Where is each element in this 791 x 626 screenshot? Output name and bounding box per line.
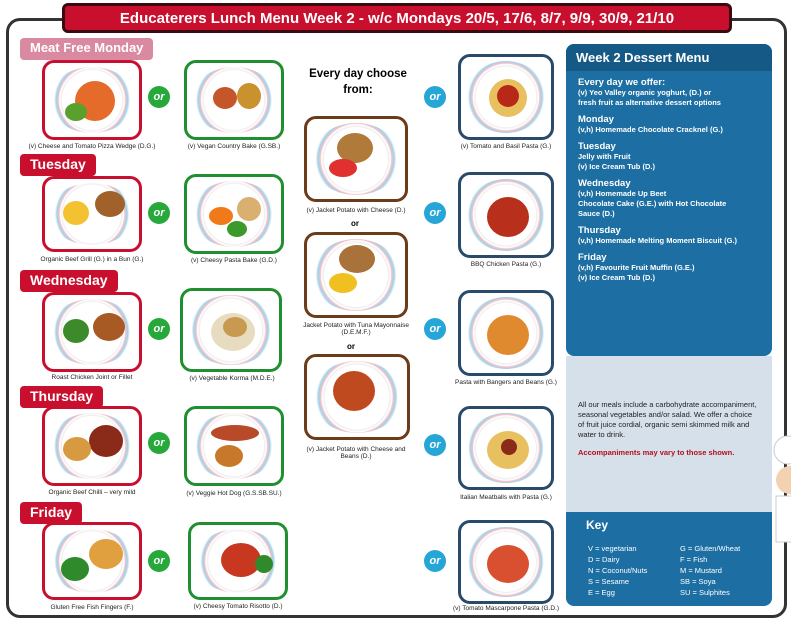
everyday-heading: Every day choose from: [309,68,407,96]
key-item: V = vegetarian [588,544,637,553]
key-title: Key [586,518,609,532]
main-dish-caption: Roast Chicken Joint or Fillet [51,374,133,381]
day-label-wednesday: Wednesday [20,270,118,292]
potato-caption: Jacket Potato with Tuna Mayonnaise (D.E.M.F.) [303,322,409,336]
or-word: or [347,342,355,351]
notes-panel [566,356,772,512]
pasta-dish-image [458,406,554,490]
dessert-section [566,141,772,172]
notes-warning: Accompaniments may vary to those shown. [578,448,735,457]
main-dish-image [42,406,142,486]
main-dish-caption: Organic Beef Grill (G.) in a Bun (G.) [40,256,144,263]
dessert-section-heading: Every day we offer: [578,77,666,88]
dessert-menu-panel [566,44,772,356]
pasta-dish-caption: (v) Tomato Mascarpone Pasta (G.D.) [452,605,560,612]
dessert-section [566,225,772,246]
day-label-thursday: Thursday [20,386,103,408]
alt-dish-caption: (v) Cheesy Tomato Risotto (D.) [193,603,283,610]
dessert-section [566,114,772,135]
day-label-monday: Meat Free Monday [20,38,153,60]
page-title: Educaterers Lunch Menu Week 2 - w/c Mondays 20/5, 17/6, 8/7, 9/9, 30/9, 21/10 [62,3,732,33]
dessert-section-heading: Friday [578,252,607,263]
pasta-dish-caption: (v) Tomato and Basil Pasta (G.) [460,143,552,150]
or-badge: or [424,318,446,340]
pasta-dish-caption: Italian Meatballs with Pasta (G.) [460,494,552,501]
dessert-line: fresh fruit as alternative dessert options [578,98,721,107]
day-label-friday: Friday [20,502,82,524]
alt-dish-caption: (v) Vegan Country Bake (G.SB.) [187,143,281,150]
dessert-line: (v,h) Homemade Melting Moment Biscuit (G.) [578,236,738,245]
pasta-dish-image [458,520,554,604]
key-item: S = Sesame [588,577,630,586]
or-badge: or [424,202,446,224]
or-badge: or [148,202,170,224]
dessert-line: Sauce (D.) [578,209,615,218]
dessert-section-heading: Wednesday [578,178,631,189]
dessert-section [566,178,772,219]
key-item: F = Fish [680,555,708,564]
notes-text: All our meals include a carbohydrate accompaniment, seasonal vegetables and/or salad. We offer a choice of fruit juice cordial, organic semi skimmed milk and water to drink. [578,400,757,439]
pasta-dish-caption: Pasta with Bangers and Beans (G.) [455,379,557,386]
dessert-line: (v) Ice Cream Tub (D.) [578,273,655,282]
pasta-dish-caption: BBQ Chicken Pasta (G.) [470,261,542,268]
key-item: SU = Sulphites [680,588,730,597]
key-item: M = Mustard [680,566,722,575]
dessert-section [566,77,772,108]
dessert-line: (v,h) Homemade Up Beet [578,189,667,198]
alt-dish-image [188,522,288,600]
pasta-dish-image [458,172,554,258]
dessert-line: Jelly with Fruit [578,152,631,161]
or-word: or [351,219,359,228]
or-badge: or [148,318,170,340]
key-item: D = Dairy [588,555,620,564]
key-item: SB = Soya [680,577,716,586]
main-dish-caption: Organic Beef Chilli – very mild [48,489,136,496]
potato-caption: (v) Jacket Potato with Cheese (D.) [306,207,406,214]
dessert-section-heading: Thursday [578,225,621,236]
jacket-potato-image [304,354,410,440]
or-badge: or [148,550,170,572]
dessert-line: (v) Ice Cream Tub (D.) [578,162,655,171]
dessert-section-heading: Tuesday [578,141,616,152]
key-left-column [588,543,647,598]
alt-dish-image [184,406,284,486]
key-item: N = Coconut/Nuts [588,566,648,575]
dessert-line: Chocolate Cake (G.E.) with Hot Chocolate [578,199,727,208]
main-dish-image [42,176,142,252]
or-badge: or [148,86,170,108]
main-dish-caption: Gluten Free Fish Fingers (F.) [50,604,134,611]
pasta-dish-image [458,290,554,376]
day-label-tuesday: Tuesday [20,154,96,176]
alt-dish-caption: (v) Cheesy Pasta Bake (G.D.) [191,257,277,264]
chef-illustration [760,430,791,550]
dessert-section [566,252,772,283]
dessert-line: (v,h) Favourite Fruit Muffin (G.E.) [578,263,695,272]
key-panel [566,512,772,606]
or-badge: or [148,432,170,454]
main-dish-caption: (v) Cheese and Tomato Pizza Wedge (D.G.) [28,143,156,150]
key-right-column [680,543,740,598]
key-item: E = Egg [588,588,615,597]
or-badge: or [424,434,446,456]
key-item: G = Gluten/Wheat [680,544,741,553]
dessert-line: (v,h) Homemade Chocolate Cracknel (G.) [578,125,723,134]
jacket-potato-image [304,116,408,202]
dessert-title: Week 2 Dessert Menu [566,44,772,71]
alt-dish-image [184,60,284,140]
alt-dish-caption: (v) Vegetable Korma (M.D.E.) [189,375,275,382]
pasta-dish-image [458,54,554,140]
potato-caption: (v) Jacket Potato with Cheese and Beans (D.) [306,446,406,460]
jacket-potato-image [304,232,408,318]
alt-dish-caption: (v) Veggie Hot Dog (G.S.SB.SU.) [186,490,282,497]
alt-dish-image [184,174,284,254]
main-dish-image [42,522,142,600]
or-badge: or [424,550,446,572]
dessert-section-heading: Monday [578,114,614,125]
main-dish-image [42,292,142,372]
or-badge: or [424,86,446,108]
alt-dish-image [180,288,282,372]
main-dish-image [42,60,142,140]
dessert-line: (v) Yeo Valley organic yoghurt, (D.) or [578,88,712,97]
